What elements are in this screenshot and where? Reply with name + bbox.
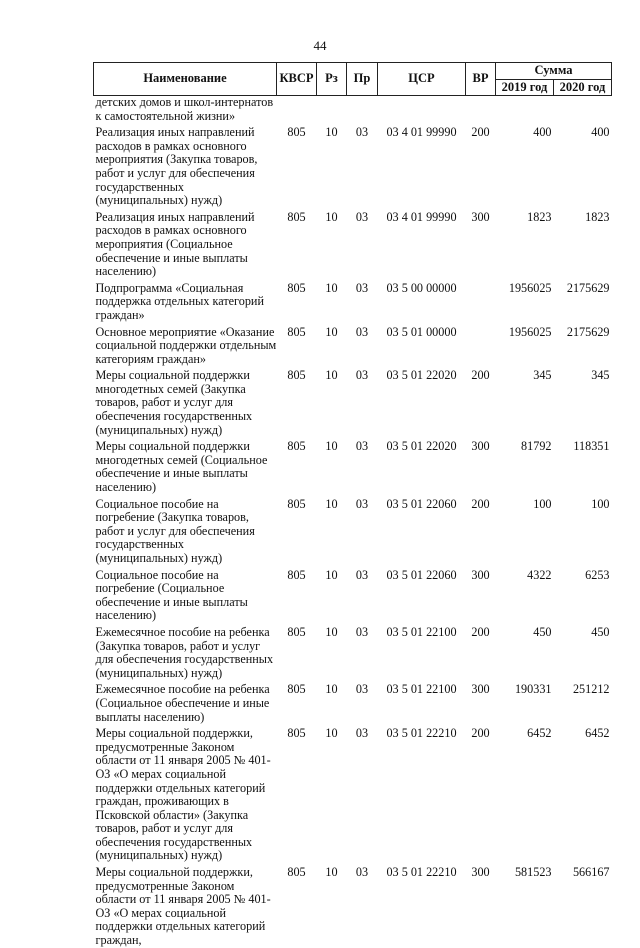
cell-2019: 1956025 (508, 280, 552, 295)
table-row (94, 727, 612, 863)
table-row (94, 369, 612, 437)
cell-vr: 300 (471, 567, 490, 582)
cell-kvsr: 805 (287, 209, 306, 224)
table-row (94, 126, 612, 208)
cell-2020: 251212 (572, 682, 610, 697)
cell-csr: 03 5 00 00000 (386, 280, 457, 295)
page-number: 44 (313, 38, 327, 53)
table-row (94, 866, 612, 948)
cell-pr: 03 (355, 439, 369, 454)
cell-pr: 03 (355, 209, 369, 224)
cell-name: Основное мероприятие «Оказание социальной поддержки отдельным категориям граждан» (95, 324, 277, 366)
header-pr: Пр (347, 63, 378, 96)
cell-csr: 03 5 01 22060 (386, 567, 457, 582)
cell-2020 (554, 96, 612, 124)
header-csr: ЦСР (378, 63, 466, 96)
cell-name: Ежемесячное пособие на ребенка (Закупка товаров, работ и услуг для обеспечения государственных (муниципальных) нужд) (95, 624, 274, 680)
cell-name: Меры социальной поддержки многодетных семей (Социальное обеспечение и иные выплаты населению) (95, 439, 268, 495)
cell-rz: 10 (325, 496, 338, 511)
header-rz: Рз (317, 63, 347, 96)
cell-vr: 300 (471, 209, 490, 224)
cell-2019: 6452 (527, 726, 552, 741)
cell-rz: 10 (325, 280, 338, 295)
cell-2019: 345 (533, 368, 552, 383)
cell-name: Реализация иных направлений расходов в рамках основного мероприятия (Социальное обеспечение и иные выплаты населению) (95, 209, 255, 279)
cell-2019: 4322 (527, 567, 552, 582)
cell-vr (466, 282, 496, 323)
cell-kvsr: 805 (287, 439, 306, 454)
cell-pr: 03 (355, 865, 369, 880)
header-2020: 2020 год (554, 80, 612, 96)
cell-2020: 400 (591, 125, 610, 140)
cell-vr: 200 (471, 624, 490, 639)
cell-2020: 450 (591, 624, 610, 639)
cell-2020: 100 (591, 496, 610, 511)
budget-table-wrapper (93, 62, 611, 948)
cell-name: Меры социальной поддержки, предусмотренные Законом области от 11 января 2005 № 401-ОЗ «О мерах социальной поддержки отдельных категорий граждан, проживающих в Псковской области» (Закупка товаров, работ и услуг для обеспечения государственных (муниципальных) нужд) (95, 726, 271, 863)
cell-rz (317, 96, 347, 124)
table-row (94, 211, 612, 279)
cell-vr (466, 96, 496, 124)
cell-name: Подпрограмма «Социальная поддержка отдельных категорий граждан» (95, 280, 264, 322)
cell-2020: 6253 (585, 567, 610, 582)
table-row (94, 683, 612, 724)
table-row (94, 440, 612, 494)
cell-rz: 10 (325, 865, 338, 880)
cell-rz: 10 (325, 368, 338, 383)
cell-name: Социальное пособие на погребение (Социальное обеспечение и иные выплаты населению) (95, 567, 248, 623)
cell-name: Социальное пособие на погребение (Закупка товаров, работ и услуг для обеспечения государственных (муниципальных) нужд) (95, 496, 255, 565)
cell-csr: 03 5 01 22020 (386, 439, 457, 454)
cell-csr: 03 4 01 99990 (386, 125, 457, 140)
cell-2019: 450 (533, 624, 552, 639)
cell-vr: 300 (471, 439, 490, 454)
cell-vr: 200 (471, 726, 490, 741)
cell-csr: 03 5 01 22210 (386, 865, 457, 880)
cell-pr: 03 (355, 125, 369, 140)
cell-name: Реализация иных направлений расходов в рамках основного мероприятия (Закупка товаров, работ и услуг для обеспечения государственных (муниципальных) нужд) (95, 125, 258, 208)
cell-2019: 81792 (521, 439, 552, 454)
table-row (94, 498, 612, 566)
cell-2020: 566167 (572, 865, 610, 880)
cell-2020: 1823 (585, 209, 610, 224)
cell-kvsr: 805 (287, 280, 306, 295)
cell-rz: 10 (325, 125, 338, 140)
cell-vr (466, 326, 496, 367)
cell-2019: 190331 (514, 682, 552, 697)
cell-rz: 10 (325, 726, 338, 741)
cell-2020: 2175629 (566, 324, 610, 339)
cell-pr: 03 (355, 624, 369, 639)
cell-kvsr: 805 (287, 682, 306, 697)
cell-vr: 300 (471, 865, 490, 880)
header-sum: Сумма (496, 63, 612, 80)
table-row (94, 569, 612, 623)
cell-pr: 03 (355, 726, 369, 741)
cell-name: Меры социальной поддержки, предусмотренные Законом области от 11 января 2005 № 401-ОЗ «О мерах социальной поддержки отдельных категорий граждан, (95, 865, 271, 948)
header-kvsr: КВСР (277, 63, 317, 96)
cell-rz: 10 (325, 324, 338, 339)
cell-kvsr (277, 96, 317, 124)
cell-2020: 2175629 (566, 280, 610, 295)
header-2019: 2019 год (496, 80, 554, 96)
cell-2019: 1823 (527, 209, 552, 224)
cell-2020: 6452 (585, 726, 610, 741)
cell-vr: 200 (471, 496, 490, 511)
cell-kvsr: 805 (287, 624, 306, 639)
cell-2019: 400 (533, 125, 552, 140)
cell-rz: 10 (325, 567, 338, 582)
cell-csr: 03 5 01 22020 (386, 368, 457, 383)
cell-kvsr: 805 (287, 567, 306, 582)
cell-vr: 200 (471, 368, 490, 383)
cell-pr: 03 (355, 368, 369, 383)
cell-rz: 10 (325, 624, 338, 639)
cell-csr: 03 5 01 22100 (386, 624, 457, 639)
cell-csr: 03 5 01 22060 (386, 496, 457, 511)
cell-kvsr: 805 (287, 125, 306, 140)
cell-vr: 300 (471, 682, 490, 697)
cell-kvsr: 805 (287, 496, 306, 511)
header-name: Наименование (94, 63, 277, 96)
cell-2020: 118351 (573, 439, 610, 454)
cell-name: детских домов и школ-интернатов к самостоятельной жизни» (95, 95, 274, 123)
cell-pr: 03 (355, 280, 369, 295)
cell-csr: 03 5 01 22210 (386, 726, 457, 741)
cell-2019: 581523 (514, 865, 552, 880)
table-header-row (94, 63, 612, 80)
cell-kvsr: 805 (287, 324, 306, 339)
cell-kvsr: 805 (287, 726, 306, 741)
table-row (94, 326, 612, 367)
cell-2019: 1956025 (508, 324, 552, 339)
cell-csr: 03 5 01 00000 (386, 324, 457, 339)
cell-2020: 345 (591, 368, 610, 383)
table-row (94, 626, 612, 680)
budget-table (93, 62, 612, 948)
cell-csr: 03 4 01 99990 (386, 209, 457, 224)
header-vr: ВР (466, 63, 496, 96)
cell-csr (378, 96, 466, 124)
table-row (94, 96, 612, 124)
table-body (94, 96, 612, 948)
cell-rz: 10 (325, 439, 338, 454)
cell-pr: 03 (355, 496, 369, 511)
cell-vr: 200 (471, 125, 490, 140)
cell-pr: 03 (355, 324, 369, 339)
cell-rz: 10 (325, 209, 338, 224)
cell-kvsr: 805 (287, 368, 306, 383)
cell-name: Ежемесячное пособие на ребенка (Социальное обеспечение и иные выплаты населению) (95, 682, 270, 724)
cell-kvsr: 805 (287, 865, 306, 880)
cell-pr (347, 96, 378, 124)
table-row (94, 282, 612, 323)
cell-pr: 03 (355, 682, 369, 697)
cell-name: Меры социальной поддержки многодетных семей (Закупка товаров, работ и услуг для обеспечения государственных (муниципальных) нужд) (95, 368, 253, 437)
cell-2019: 100 (533, 496, 552, 511)
cell-2019 (496, 96, 554, 124)
cell-pr: 03 (355, 567, 369, 582)
cell-rz: 10 (325, 682, 338, 697)
cell-csr: 03 5 01 22100 (386, 682, 457, 697)
